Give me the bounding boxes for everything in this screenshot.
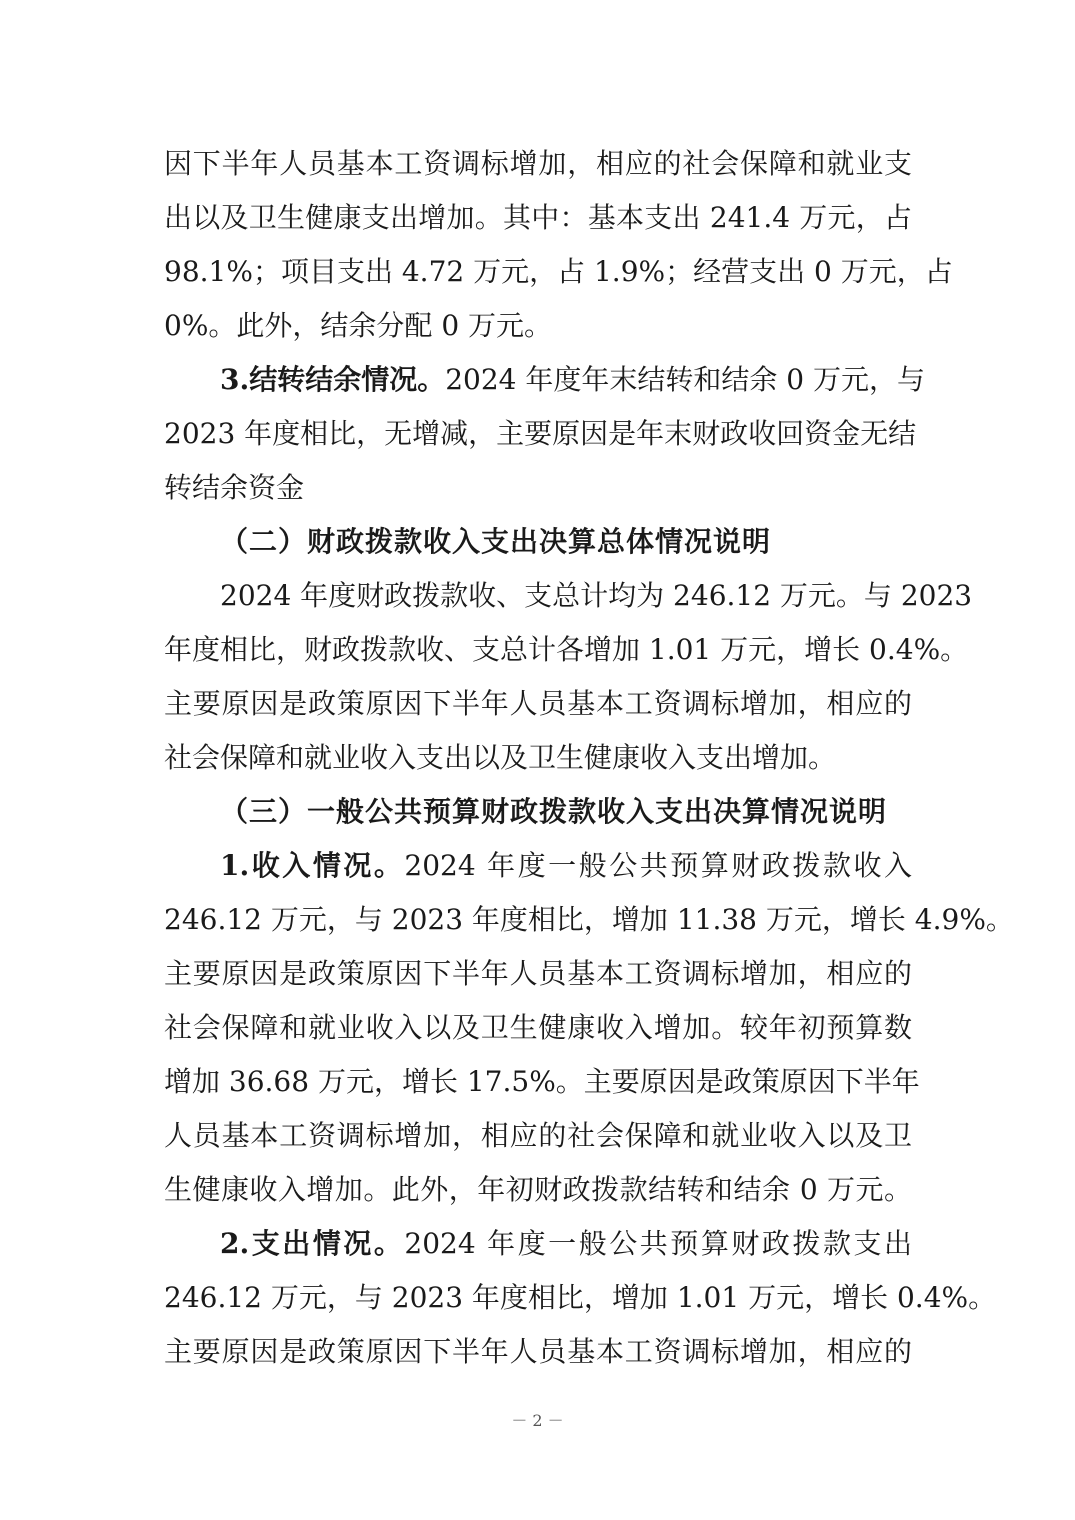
section-heading-2: （二）财政拨款收入支出决算总体情况说明 xyxy=(220,525,772,558)
expense-section-text: 2024 年度一般公共预算财政拨款支出 xyxy=(404,1227,912,1260)
expense-section-title: 2.支出情况。 xyxy=(220,1227,405,1260)
paragraph-line: 2023 年度相比，无增减，主要原因是年末财政收回资金无结 xyxy=(164,417,917,450)
section-carryover-text: 2024 年度年末结转和结余 0 万元，与 xyxy=(445,363,926,396)
paragraph-line: 社会保障和就业收入支出以及卫生健康收入支出增加。 xyxy=(164,741,837,774)
paragraph-line: 246.12 万元，与 2023 年度相比，增加 11.38 万元，增长 4.9%。 xyxy=(164,903,1014,936)
document-body xyxy=(164,137,1014,1379)
paragraph-line: 出以及卫生健康支出增加。其中：基本支出 241.4 万元，占 xyxy=(164,201,912,234)
page-number: － 2 － xyxy=(511,1411,564,1430)
income-section-title: 1.收入情况。 xyxy=(220,849,405,882)
paragraph-line: 人员基本工资调标增加，相应的社会保障和就业收入以及卫 xyxy=(164,1119,912,1152)
paragraph-line: 主要原因是政策原因下半年人员基本工资调标增加，相应的 xyxy=(164,1335,912,1368)
paragraph-line: 主要原因是政策原因下半年人员基本工资调标增加，相应的 xyxy=(164,687,912,720)
paragraph-line: 年度相比，财政拨款收、支总计各增加 1.01 万元，增长 0.4%。 xyxy=(164,633,969,666)
expense-section-line xyxy=(164,1217,912,1271)
paragraph-line: 主要原因是政策原因下半年人员基本工资调标增加，相应的 xyxy=(164,957,912,990)
income-section-text: 2024 年度一般公共预算财政拨款收入 xyxy=(404,849,912,882)
paragraph-line: 生健康收入增加。此外，年初财政拨款结转和结余 0 万元。 xyxy=(164,1173,912,1206)
section-carryover-line xyxy=(164,353,926,407)
paragraph-line: 98.1%；项目支出 4.72 万元，占 1.9%；经营支出 0 万元，占 xyxy=(164,255,953,288)
paragraph-line: 因下半年人员基本工资调标增加，相应的社会保障和就业支 xyxy=(164,147,912,180)
paragraph-line: 转结余资金 xyxy=(164,471,305,504)
paragraph-line: 246.12 万元，与 2023 年度相比，增加 1.01 万元，增长 0.4%。 xyxy=(164,1281,997,1314)
income-section-line xyxy=(164,839,912,893)
paragraph-line: 社会保障和就业收入以及卫生健康收入增加。较年初预算数 xyxy=(164,1011,912,1044)
paragraph-line: 0%。此外，结余分配 0 万元。 xyxy=(164,309,553,342)
section-heading-3: （三）一般公共预算财政拨款收入支出决算情况说明 xyxy=(220,795,888,828)
paragraph-line: 2024 年度财政拨款收、支总计均为 246.12 万元。与 2023 xyxy=(220,579,973,612)
section-carryover-title: 3.结转结余情况。 xyxy=(220,363,446,396)
paragraph-line: 增加 36.68 万元，增长 17.5%。主要原因是政策原因下半年 xyxy=(164,1065,920,1098)
